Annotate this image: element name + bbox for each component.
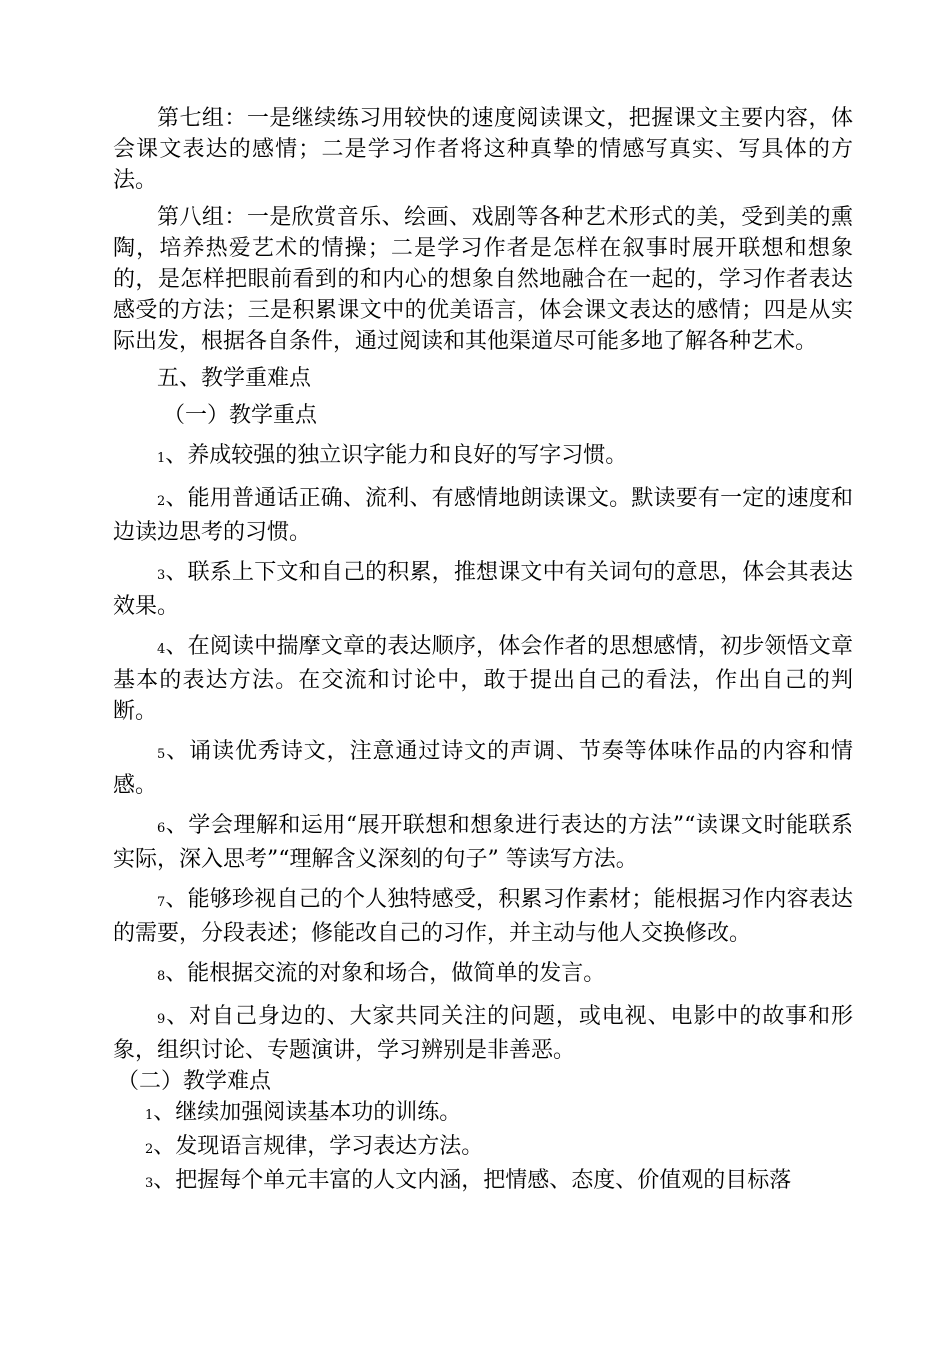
item-text: 、继续加强阅读基本功的训练。 bbox=[153, 1100, 462, 1125]
item-number: 6 bbox=[157, 821, 166, 836]
item-text: 、联系上下文和自己的积累，推想课文中有关词句的意思，体会其表达效果。 bbox=[113, 560, 853, 619]
difficult-point-item bbox=[113, 1131, 853, 1165]
key-point-item bbox=[113, 810, 853, 875]
item-text: 、能用普通话正确、流利、有感情地朗读课文。默读要有一定的速度和边读边思考的习惯。 bbox=[113, 486, 853, 545]
item-text: 、对自己身边的、大家共同关注的问题，或电视、电影中的故事和形象，组织讨论、专题演讲，学习辨别是非善恶。 bbox=[113, 1004, 853, 1063]
paragraph-group-7: 第七组：一是继续练习用较快的速度阅读课文，把握课文主要内容，体会课文表达的感情；二是学习作者将这种真挚的情感写真实、写具体的方法。 bbox=[113, 106, 853, 193]
item-text: 、能根据交流的对象和场合，做简单的发言。 bbox=[165, 961, 606, 986]
subheading-key-points: （一）教学重点 bbox=[163, 403, 318, 428]
item-number: 9 bbox=[157, 1012, 166, 1027]
key-point-item bbox=[113, 483, 853, 548]
key-point-item bbox=[113, 440, 853, 474]
item-text: 、诵读优秀诗文，注意通过诗文的声调、节奏等体味作品的内容和情感。 bbox=[113, 739, 853, 798]
key-point-item bbox=[113, 736, 853, 801]
item-number: 2 bbox=[157, 494, 166, 509]
item-number: 7 bbox=[157, 895, 166, 910]
item-text: 、在阅读中揣摩文章的表达顺序，体会作者的思想感情，初步领悟文章基本的表达方法。在交流和讨论中，敢于提出自己的看法，作出自己的判断。 bbox=[113, 634, 853, 724]
item-text: 、把握每个单元丰富的人文内涵，把情感、态度、价值观的目标落 bbox=[153, 1168, 792, 1193]
item-text: 、发现语言规律，学习表达方法。 bbox=[153, 1134, 484, 1159]
item-number: 8 bbox=[157, 969, 166, 984]
item-number: 3 bbox=[145, 1176, 154, 1191]
item-text: 、能够珍视自己的个人独特感受，积累习作素材；能根据习作内容表达的需要，分段表述；修能改自己的习作，并主动与他人交换修改。 bbox=[113, 887, 853, 946]
item-number: 4 bbox=[157, 642, 166, 657]
item-text: 、养成较强的独立识字能力和良好的写字习惯。 bbox=[165, 443, 628, 468]
paragraph-group-8: 第八组：一是欣赏音乐、绘画、戏剧等各种艺术形式的美，受到美的熏陶，培养热爱艺术的情操；二是学习作者是怎样在叙事时展开联想和想象的，是怎样把眼前看到的和内心的想象自然地融合在一起的，学习作者表达感受的方法；三是积累课文中的优美语言，体会课文表达的感情；四是从实际出发，根据各自条件，通过阅读和其他渠道尽可能多地了解各种艺术。 bbox=[113, 205, 853, 354]
section-heading-difficulties: 五、教学重难点 bbox=[157, 366, 312, 391]
difficult-point-item bbox=[113, 1165, 853, 1199]
item-number: 3 bbox=[157, 568, 166, 583]
item-number: 5 bbox=[157, 747, 166, 762]
key-point-item bbox=[113, 557, 853, 622]
item-number: 1 bbox=[145, 1108, 154, 1123]
key-point-item bbox=[113, 1001, 853, 1066]
item-number: 2 bbox=[145, 1142, 154, 1157]
difficult-point-item bbox=[113, 1097, 853, 1131]
document-body bbox=[113, 103, 853, 1199]
key-point-item bbox=[113, 631, 853, 727]
item-number: 1 bbox=[157, 451, 166, 466]
item-text: 、学会理解和运用“展开联想和想象进行表达的方法”“读课文时能联系实际，深入思考”“理解含义深刻的句子” 等读写方法。 bbox=[113, 813, 853, 872]
subheading-difficult-points: （二）教学难点 bbox=[117, 1069, 272, 1094]
key-point-item bbox=[113, 958, 853, 992]
key-point-item bbox=[113, 884, 853, 949]
